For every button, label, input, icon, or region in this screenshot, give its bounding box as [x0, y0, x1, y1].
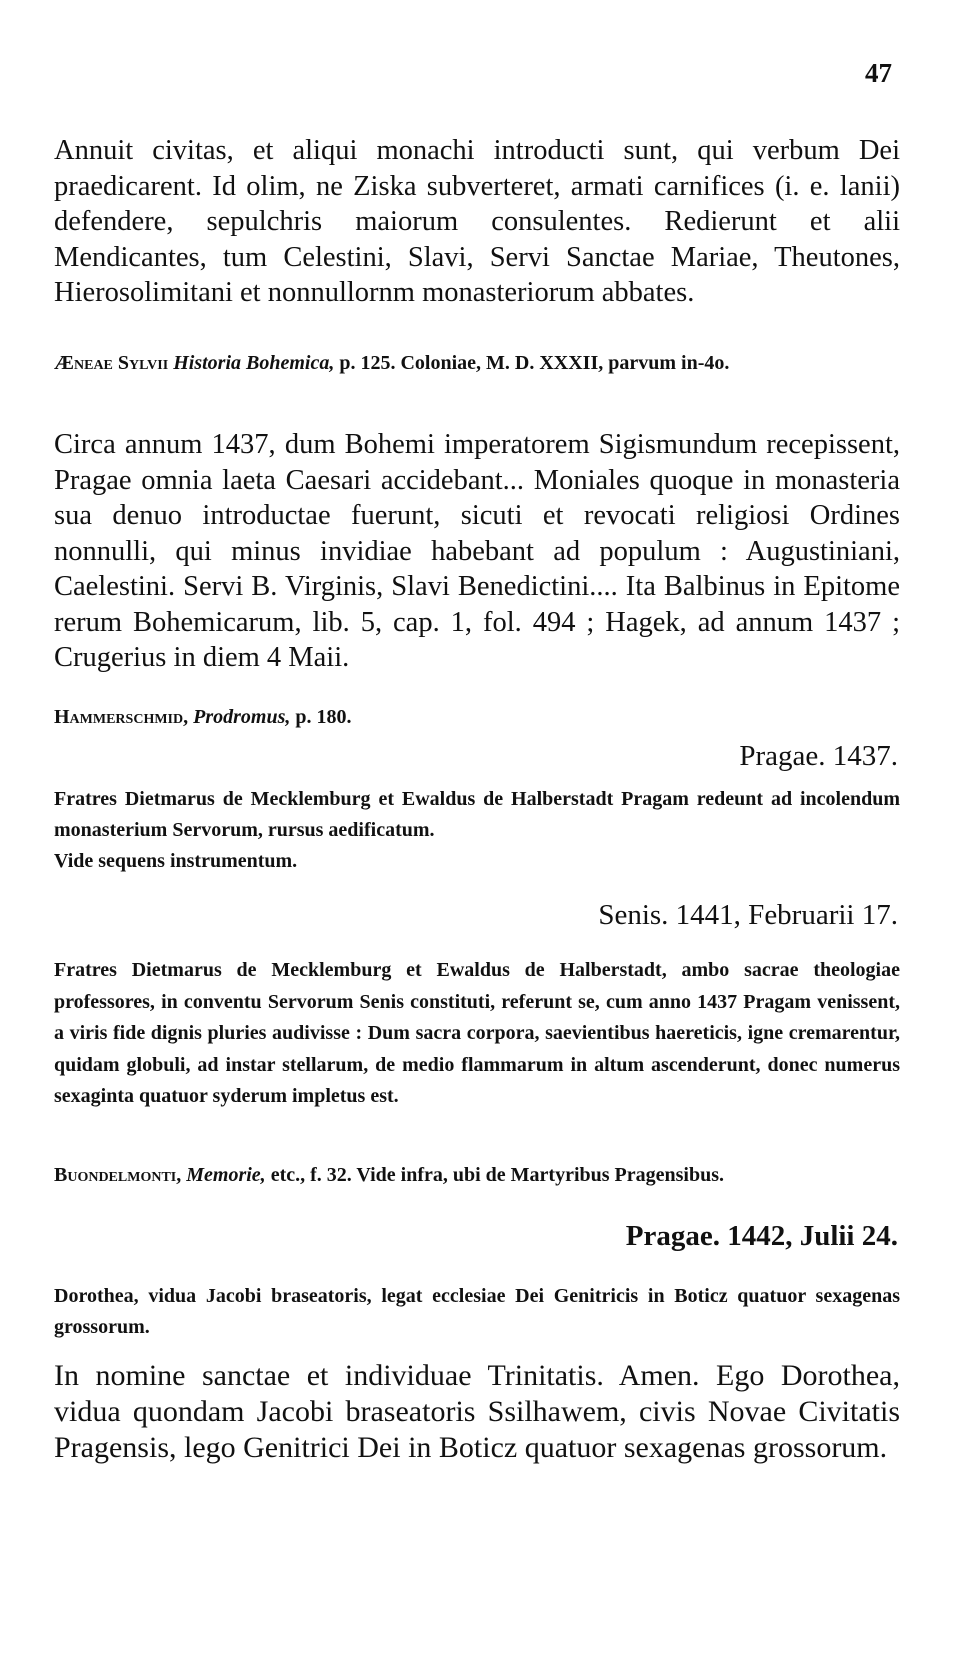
paragraph-2: Circa annum 1437, dum Bohemi imperatorem Sigismundum recepissent, Pragae omnia laeta Caesari accidebant... Moniales quoque in monasteria sua denuo introductae fuerunt, sicuti et revocati religiosi Ordines nonnulli, qui minus invidiae habebant ad populum : Augustiniani, Caelestini. Servi B. Virginis, Slavi Benedictini.... Ita Balbinus in Epitome rerum Bohemicarum, lib. 5, cap. 1, fol. 494 ; Hagek, ad annum 1437 ; Crugerius in diem 4 Maii.: [54, 429, 900, 673]
ref-work: Historia Bohemica,: [173, 352, 335, 374]
ref-details: p. 180.: [295, 706, 352, 728]
section-heading-pragae-1442: Pragae. 1442, Julii 24.: [625, 1220, 898, 1252]
reference-buondelmonti: [54, 1164, 900, 1187]
summary-1442: Dorothea, vidua Jacobi braseatoris, legat ecclesiae Dei Genitricis in Boticz quatuor sexagenas grossorum.: [54, 1285, 900, 1338]
reference-hammerschmid: [54, 706, 900, 729]
page-number: 47: [865, 58, 892, 88]
cross-reference-note: Vide sequens instrumentum.: [54, 850, 298, 872]
section-heading-pragae-1437: Pragae. 1437.: [739, 740, 898, 772]
summary-1441: Fratres Dietmarus de Mecklemburg et Ewaldus de Halberstadt, ambo sacrae theologiae professores, in conventu Servorum Senis constituti, referunt se, cum anno 1437 Pragam venissent, a viris fide dignis pluries audivisse : Dum sacra corpora, saevientibus haereticis, igne cremarentur, quidam globuli, ad instar stellarum, de medio flammarum in altum ascenderunt, donec numerus sexaginta quatuor syderum impletus est.: [54, 959, 900, 1107]
reference-aeneas-sylvius: [54, 348, 900, 378]
ref-work: Memorie,: [186, 1164, 266, 1186]
ref-author: Æneae Sylvii: [54, 352, 169, 374]
ref-author: Buondelmonti,: [54, 1164, 182, 1186]
ref-author: Hammerschmid,: [54, 706, 189, 728]
ref-work: Prodromus,: [193, 706, 291, 728]
section-heading-senis-1441: Senis. 1441, Februarii 17.: [598, 899, 898, 931]
document-text-1442: In nomine sanctae et individuae Trinitatis. Amen. Ego Dorothea, vidua quondam Jacobi braseatoris Ssilhawem, civis Novae Civitatis Pragensis, lego Genitrici Dei in Boticz quatuor sexagenas grossorum.: [54, 1359, 900, 1464]
paragraph-1: Annuit civitas, et aliqui monachi introducti sunt, qui verbum Dei praedicarent. Id olim, ne Ziska subverteret, armati carnifices (i. e. lanii) defendere, sepulchris maiorum consulentes. Redierunt et alii Mendicantes, tum Celestini, Slavi, Servi Sanctae Mariae, Theutones, Hierosolimitani et nonnullornm monasteriorum abbates.: [54, 135, 900, 308]
ref-details: p. 125. Coloniae, M. D. XXXII, parvum in-4o.: [339, 352, 730, 374]
ref-details: etc., f. 32. Vide infra, ubi de Martyribus Pragensibus.: [270, 1164, 725, 1186]
summary-1437: Fratres Dietmarus de Mecklemburg et Ewaldus de Halberstadt Pragam redeunt ad incolendum monasterium Servorum, rursus aedificatum.: [54, 788, 900, 841]
